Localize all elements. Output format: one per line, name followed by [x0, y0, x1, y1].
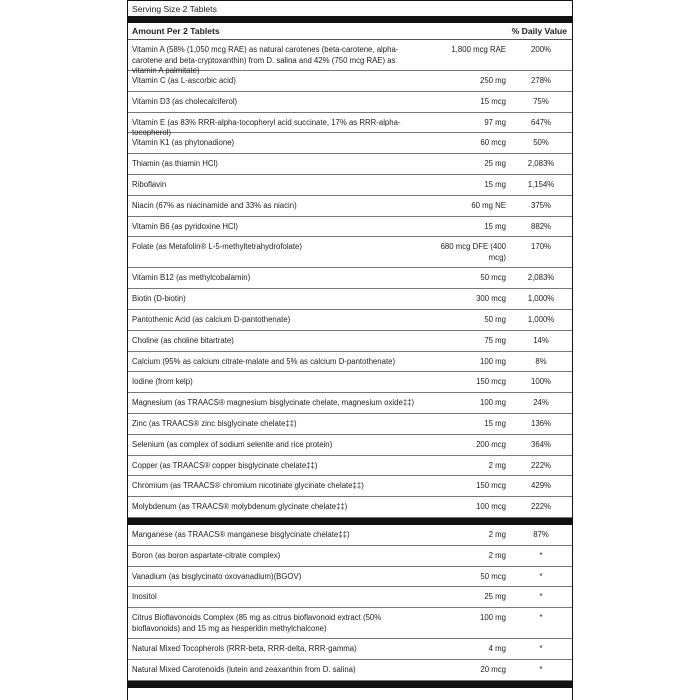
nutrient-name: Folate (as Metafolin® L-5-methyltetrahydrofolate)	[132, 242, 302, 252]
daily-value-label: % Daily Value	[511, 26, 567, 36]
nutrient-row	[128, 456, 572, 477]
nutrient-name: Vitamin C (as L-ascorbic acid)	[132, 76, 236, 85]
nutrient-amount: 25 mg	[484, 159, 506, 169]
nutrient-row	[128, 113, 572, 138]
nutrient-daily-value: *	[539, 550, 543, 560]
nutrient-daily-value: 8%	[535, 356, 547, 366]
nutrient-row	[128, 608, 572, 639]
nutrient-amount: 2 mg	[488, 460, 506, 470]
nutrient-daily-value: 647%	[531, 117, 551, 127]
nutrient-daily-value: *	[539, 664, 543, 674]
nutrient-amount: 15 mcg	[480, 96, 506, 106]
nutrient-daily-value: 429%	[531, 481, 551, 491]
nutrient-amount: 2 mg	[488, 550, 506, 560]
nutrient-row	[128, 497, 572, 518]
nutrient-name: Boron (as boron aspartate-citrate complex)	[132, 550, 281, 560]
nutrient-amount: 300 mcg	[476, 294, 506, 304]
nutrient-daily-value: 222%	[531, 502, 551, 512]
nutrient-amount: 150 mcg	[476, 377, 506, 387]
nutrient-row	[128, 525, 572, 546]
serving-size: Serving Size 2 Tablets	[128, 0, 572, 17]
nutrient-name: Vitamin E (as 83% RRR-alpha-tocopheryl acid succinate, 17% as RRR-alpha-tocopherol)	[132, 117, 401, 138]
nutrient-daily-value: 14%	[533, 335, 549, 345]
nutrient-daily-value: 1,000%	[527, 314, 555, 324]
section-divider-bar	[128, 518, 572, 525]
nutrient-name: Pantothenic Acid (as calcium D-pantothenate)	[132, 314, 291, 324]
nutrient-daily-value: *	[539, 571, 543, 581]
nutrient-amount: 75 mg	[484, 335, 506, 345]
nutrient-row	[128, 435, 572, 456]
nutrient-group-other	[128, 525, 572, 681]
nutrient-daily-value: 24%	[533, 398, 549, 408]
nutrient-amount: 100 mg	[479, 613, 506, 623]
nutrient-name: Iodine (from kelp)	[132, 377, 193, 387]
nutrient-amount: 50 mcg	[480, 571, 506, 581]
nutrient-row	[128, 154, 572, 175]
nutrient-row	[128, 237, 572, 268]
nutrient-row	[128, 331, 572, 352]
nutrient-name: Calcium (95% as calcium citrate-malate and 5% as calcium D-pantothenate)	[132, 356, 396, 366]
nutrient-amount: 4 mg	[488, 644, 506, 654]
nutrient-name: Choline (as choline bitartrate)	[132, 335, 234, 345]
nutrient-name: Niacin (67% as niacinamide and 33% as niacin)	[132, 200, 297, 210]
nutrient-daily-value: 1,154%	[527, 179, 555, 189]
nutrient-row	[128, 175, 572, 196]
nutrient-row	[128, 660, 572, 681]
nutrient-amount: 250 mg	[479, 76, 506, 85]
nutrient-amount: 97 mg	[484, 117, 506, 127]
nutrient-name: Riboflavin	[132, 179, 167, 189]
nutrient-row	[128, 414, 572, 435]
nutrient-daily-value: 200%	[531, 45, 551, 54]
nutrient-row	[128, 393, 572, 414]
nutrient-row	[128, 639, 572, 660]
nutrient-row	[128, 372, 572, 393]
nutrient-row	[128, 476, 572, 497]
nutrient-amount: 15 mg	[484, 221, 506, 231]
nutrient-name: Vitamin D3 (as cholecalciferol)	[132, 96, 238, 106]
nutrient-daily-value: 87%	[533, 529, 549, 539]
nutrient-amount: 15 mg	[484, 179, 506, 189]
nutrient-daily-value: 278%	[531, 76, 551, 85]
nutrient-daily-value: 222%	[531, 460, 551, 470]
nutrient-amount: 2 mg	[488, 529, 506, 539]
nutrient-name: Citrus Bioflavonoids Complex (85 mg as citrus bioflavonoid extract (50% bioflavonoids) and 15 mg as hesperidin methylchalcone)	[132, 613, 382, 633]
nutrient-name: Molybdenum (as TRAACS® molybdenum glycinate chelate‡‡)	[132, 502, 348, 512]
nutrient-name: Vanadium (as bisglycinato oxovanadium)(BGOV)	[132, 571, 302, 581]
nutrient-daily-value: 364%	[531, 439, 551, 449]
nutrient-daily-value: 50%	[533, 138, 549, 148]
nutrient-amount: 50 mg	[484, 314, 506, 324]
nutrient-name: Chromium (as TRAACS® chromium nicotinate glycinate chelate‡‡)	[132, 481, 364, 491]
nutrient-name: Biotin (D-biotin)	[132, 294, 186, 304]
nutrient-row	[128, 217, 572, 238]
nutrient-amount: 150 mcg	[476, 481, 506, 491]
nutrient-daily-value: *	[539, 644, 543, 654]
nutrient-amount: 100 mg	[479, 356, 506, 366]
nutrient-amount: 60 mg NE	[471, 200, 506, 210]
nutrient-row	[128, 587, 572, 608]
nutrient-name: Selenium (as complex of sodium selenite and rice protein)	[132, 439, 333, 449]
nutrient-daily-value: 136%	[531, 418, 551, 428]
nutrient-row	[128, 567, 572, 588]
nutrient-amount: 200 mcg	[476, 439, 506, 449]
nutrient-row	[128, 92, 572, 113]
nutrient-daily-value: *	[539, 592, 543, 602]
nutrient-group-vitamins-minerals	[128, 40, 572, 518]
nutrient-amount: 100 mcg	[476, 502, 506, 512]
nutrient-name: Copper (as TRAACS® copper bisglycinate chelate‡‡)	[132, 460, 318, 470]
nutrient-name: Zinc (as TRAACS® zinc bisglycinate chelate‡‡)	[132, 418, 297, 428]
nutrient-name: Inositol	[132, 592, 157, 602]
nutrient-row	[128, 40, 572, 75]
nutrient-daily-value: 170%	[531, 242, 551, 252]
nutrient-amount: 20 mcg	[480, 664, 506, 674]
supplement-facts-panel	[127, 0, 573, 700]
nutrient-row	[128, 289, 572, 310]
nutrient-daily-value: 1,000%	[527, 294, 555, 304]
nutrient-row	[128, 546, 572, 567]
nutrient-daily-value: 882%	[531, 221, 551, 231]
nutrient-name: Vitamin A (58% (1,050 mcg RAE) as natural carotenes (beta-carotene, alpha-carotene and beta-cryptoxanthin) from D. salina and 42% (750 mcg RAE) as vitamin A palmitate)	[132, 45, 399, 75]
nutrient-amount: 1,800 mcg RAE	[451, 45, 506, 54]
table-header	[128, 23, 572, 40]
nutrient-name: Magnesium (as TRAACS® magnesium bisglycinate chelate, magnesium oxide‡‡)	[132, 398, 415, 408]
nutrient-amount: 25 mg	[484, 592, 506, 602]
nutrient-daily-value: 100%	[531, 377, 551, 387]
nutrient-row	[128, 352, 572, 373]
nutrient-daily-value: 2,083%	[527, 159, 555, 169]
nutrient-row	[128, 268, 572, 289]
nutrient-name: Natural Mixed Tocopherols (RRR-beta, RRR-delta, RRR-gamma)	[132, 644, 357, 654]
nutrient-amount: 680 mcg DFE (400 mcg)	[440, 242, 506, 262]
nutrient-daily-value: 2,083%	[527, 273, 555, 283]
amount-per-serving-label: Amount Per 2 Tablets	[132, 26, 220, 36]
nutrient-amount: 60 mcg	[480, 138, 506, 148]
nutrient-daily-value: 75%	[533, 96, 549, 106]
nutrient-name: Vitamin B6 (as pyridoxine HCl)	[132, 221, 239, 231]
nutrient-amount: 15 mg	[484, 418, 506, 428]
nutrient-amount: 50 mcg	[480, 273, 506, 283]
nutrient-daily-value: 375%	[531, 200, 551, 210]
nutrient-amount: 100 mg	[479, 398, 506, 408]
bottom-divider-bar	[128, 681, 572, 688]
nutrient-name: Vitamin B12 (as methylcobalamin)	[132, 273, 251, 283]
nutrient-daily-value: *	[539, 613, 543, 623]
nutrient-row	[128, 196, 572, 217]
nutrient-name: Vitamin K1 (as phytonadione)	[132, 138, 235, 148]
nutrient-name: Thiamin (as thiamin HCl)	[132, 159, 218, 169]
nutrient-name: Manganese (as TRAACS® manganese bisglycinate chelate‡‡)	[132, 529, 350, 539]
nutrient-row	[128, 310, 572, 331]
nutrient-name: Natural Mixed Carotenoids (lutein and zeaxanthin from D. salina)	[132, 664, 356, 674]
